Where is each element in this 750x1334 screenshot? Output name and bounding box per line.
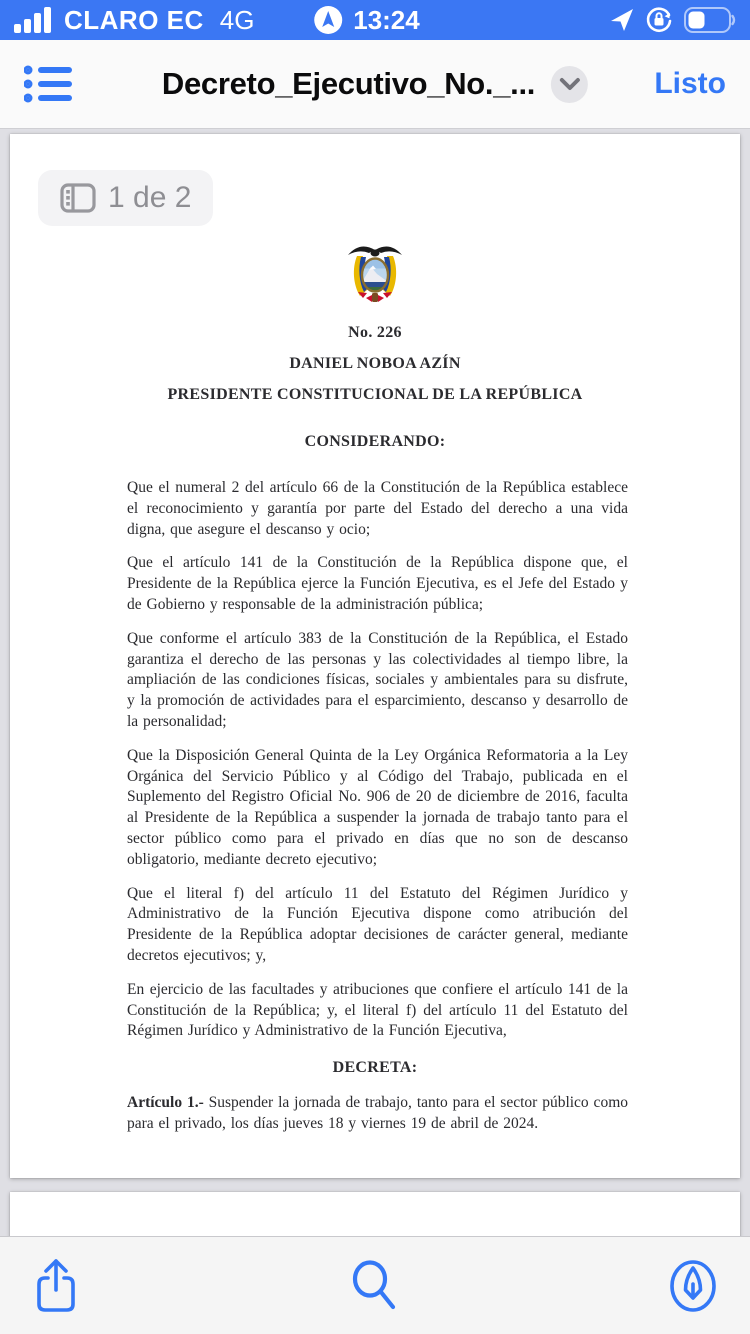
markup-icon — [668, 1258, 718, 1314]
done-button[interactable]: Listo — [654, 67, 726, 100]
status-left — [14, 5, 254, 36]
share-button[interactable] — [32, 1257, 80, 1315]
table-of-contents-button[interactable] — [24, 65, 72, 103]
president-name: DANIEL NOBOA AZÍN — [289, 355, 461, 372]
status-center — [313, 0, 420, 40]
sidebar-thumbnails-icon — [60, 183, 96, 213]
battery-icon — [684, 7, 736, 33]
search-button[interactable] — [348, 1259, 400, 1313]
rotation-lock-icon — [644, 5, 674, 35]
search-icon — [348, 1259, 400, 1313]
president-title: PRESIDENTE CONSTITUCIONAL DE LA REPÚBLICA — [167, 386, 583, 403]
document-scroll-area[interactable] — [0, 130, 750, 1236]
document-title-menu[interactable] — [162, 66, 588, 103]
status-right — [610, 5, 736, 35]
chevron-down-icon — [559, 77, 581, 91]
considering-heading: CONSIDERANDO: — [304, 433, 446, 450]
article-1-text: Suspender la jornada de trabajo, tanto para el sector público como para el privado, los días jueves 18 y viernes 19 de abril de 2024. — [127, 1094, 628, 1132]
nav-bar — [0, 40, 750, 129]
paragraph: Que el numeral 2 del artículo 66 de la Constitución de la República establece el reconocimiento y garantía por parte del Estado del derecho a una vida digna, que asegure el descanso y ocio; — [127, 479, 628, 538]
page-indicator-label: 1 de 2 — [108, 181, 192, 214]
signal-bars-icon — [14, 7, 54, 33]
article-1 — [10, 1093, 740, 1135]
status-bar — [0, 0, 750, 40]
carrier-label: CLARO EC — [64, 4, 204, 35]
paragraph: Que el literal f) del artículo 11 del Estatuto del Régimen Jurídico y Administrativo de la Función Ejecutiva dispone como atribución del Presidente de la República adoptar decisiones de carácter general, mediante decretos ejecutivos; y, — [127, 884, 628, 964]
article-1-label: Artículo 1.- — [127, 1094, 204, 1112]
decree-heading: DECRETA: — [332, 1059, 418, 1077]
navigation-active-icon — [313, 5, 343, 35]
pdf-page-2 — [10, 1192, 740, 1236]
decree-number: No. 226 — [348, 324, 402, 341]
markup-button[interactable] — [668, 1258, 718, 1314]
network-type-label: 4G — [219, 4, 255, 35]
paragraph: Que el artículo 141 de la Constitución de la República dispone que, el Presidente de la República ejerce la Función Ejecutiva, es el Jefe del Estado y de Gobierno y responsable de la administración pública; — [127, 554, 628, 613]
page-indicator-badge[interactable] — [38, 170, 213, 226]
share-icon — [32, 1257, 80, 1315]
considering-paragraphs — [10, 478, 740, 1042]
table-of-contents-icon — [24, 65, 72, 103]
paragraph: En ejercicio de las facultades y atribuciones que confiere el artículo 141 de la Constitución de la República; y, el literal f) del artículo 11 del Estatuto del Régimen Jurídico y Administrativo de la Función Ejecutiva, — [127, 980, 628, 1040]
paragraph: Que conforme el artículo 383 de la Constitución de la República, el Estado garantiza el derecho de las personas y las colectividades al tiempo libre, la ampliación de las condiciones físicas, sociales y ambientales para su disfrute, y la promoción de actividades para el esparcimiento, descanso y desarrollo de la personalidad; — [127, 629, 628, 730]
pdf-page-1 — [10, 134, 740, 1178]
location-arrow-icon — [610, 8, 634, 32]
bottom-toolbar — [0, 1236, 750, 1334]
ecuador-coat-of-arms — [344, 240, 406, 310]
clock-label: 13:24 — [353, 4, 420, 35]
paragraph: Que la Disposición General Quinta de la Ley Orgánica Reformatoria a la Ley Orgánica del Servicio Público y al Código del Trabajo, publicada en el Suplemento del Registro Oficial No. 906 de 20 de diciembre de 2016, faculta al Presidente de la República a suspender la jornada de trabajo tanto para el sector público como para el privado en días que no son de descanso obligatorio, mediante decreto ejecutivo; — [127, 746, 628, 868]
title-menu-button[interactable] — [551, 66, 588, 103]
document-title: Decreto_Ejecutivo_No._... — [161, 66, 536, 101]
